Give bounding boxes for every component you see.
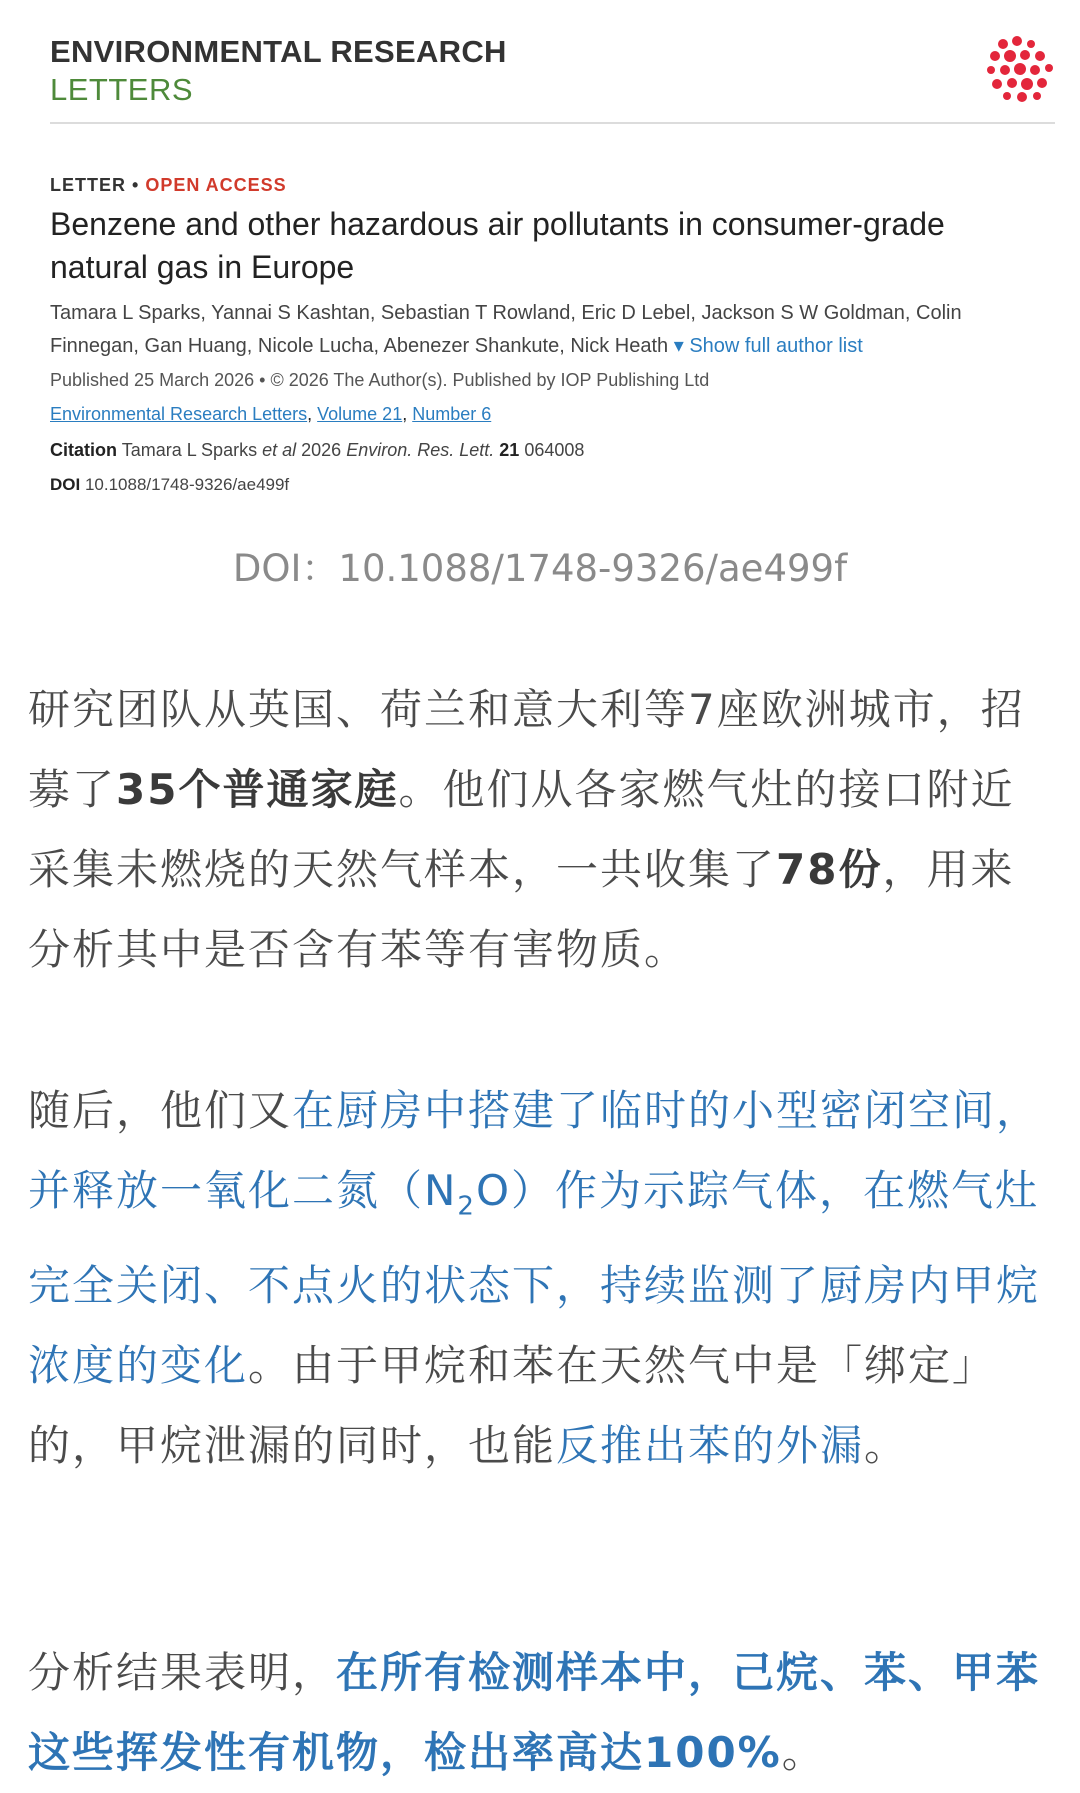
citation-year: 2026 [301, 440, 342, 460]
header-divider [50, 122, 1055, 124]
caret-down-icon: ▾ [673, 335, 684, 357]
p2-highlight-inference: 反推出苯的外漏 [556, 1421, 865, 1471]
p1-text: ，用来分析其中是否含有苯等有害物质。 [28, 845, 1015, 974]
volume-link[interactable]: Volume 21 [317, 404, 403, 424]
show-full-author-list-link[interactable] [674, 335, 863, 357]
p2-text: 随后，他们又 [28, 1086, 293, 1135]
show-authors-label: Show full author list [689, 335, 863, 357]
author-list [50, 297, 1050, 363]
doi-label: DOI [50, 475, 81, 494]
citation-authors: Tamara L Sparks [121, 440, 258, 460]
p2-text: 。由于甲烷和苯在天然气中是「绑定」的，甲烷泄漏的同时，也能 [28, 1341, 997, 1471]
authors-text: Tamara L Sparks, Yannai S Kashtan, Sebastian T Rowland, Eric D Lebel, Jackson S W Goldman, Colin Finnegan, Gan Huang, Nicole Lucha, Abenezer Shankute, Nick Heath [50, 302, 962, 357]
iop-dots-logo-icon [985, 34, 1055, 104]
p2-text: 。 [864, 1421, 909, 1471]
citation-etal: et al [262, 440, 297, 460]
article-title: Benzene and other hazardous air pollutants in consumer-grade natural gas in Europe [50, 206, 945, 285]
doi-line [50, 475, 1050, 495]
citation [50, 440, 1050, 461]
paragraph-1 [28, 670, 1058, 990]
citation-journal: Environ. Res. Lett. [346, 440, 495, 460]
p3-text: 分析结果表明， [28, 1648, 337, 1697]
article-type: LETTER [50, 175, 126, 195]
journal-name-line1: ENVIRONMENTAL RESEARCH [50, 34, 507, 69]
p1-highlight-samples: 78份 [776, 845, 883, 894]
paragraph-2 [28, 1071, 1058, 1486]
p1-text: 。他们从各家燃气灶的接口附近采集未燃烧的天然气样本，一共收集了 [28, 765, 1015, 894]
journal-link[interactable]: Environmental Research Letters [50, 404, 308, 424]
open-access-badge: OPEN ACCESS [145, 175, 287, 195]
paragraph-3 [28, 1633, 1058, 1793]
p1-highlight-households: 35个普通家庭 [116, 765, 399, 814]
citation-label: Citation [50, 440, 117, 460]
article-type-line [50, 175, 1050, 196]
journal-breadcrumb [50, 404, 1050, 425]
p3-highlight-result: 在所有检测样本中，己烷、苯、甲苯这些挥发性有机物，检出率高达100% [28, 1648, 1041, 1777]
link-separator: , [402, 404, 413, 424]
doi-value[interactable]: 10.1088/1748-9326/ae499f [84, 475, 290, 494]
number-link[interactable]: Number 6 [412, 404, 492, 424]
journal-header [50, 34, 1055, 124]
citation-id: 064008 [524, 440, 585, 460]
doi-caption: DOI：10.1088/1748-9326/ae499f [232, 547, 848, 590]
publication-info: Published 25 March 2026 • © 2026 The Author(s). Published by IOP Publishing Ltd [50, 370, 710, 390]
p2-method-part1: 在厨房中搭建了临时的小型密闭空间，并释放一氧化二氮（N [28, 1086, 1041, 1215]
p2-subscript: 2 [457, 1191, 476, 1222]
p3-text: 。 [781, 1728, 826, 1777]
link-separator: , [307, 404, 318, 424]
type-separator: • [126, 175, 146, 195]
citation-volume: 21 [499, 440, 520, 460]
p1-text: 研究团队从英国、荷兰和意大利等7座欧洲城市，招募了 [28, 685, 1025, 814]
p2-method-part2: O）作为示踪气体，在燃气灶完全关闭、不点火的状态下，持续监测了厨房内甲烷浓度的变化 [28, 1166, 1041, 1391]
journal-name-line2: LETTERS [50, 72, 194, 107]
